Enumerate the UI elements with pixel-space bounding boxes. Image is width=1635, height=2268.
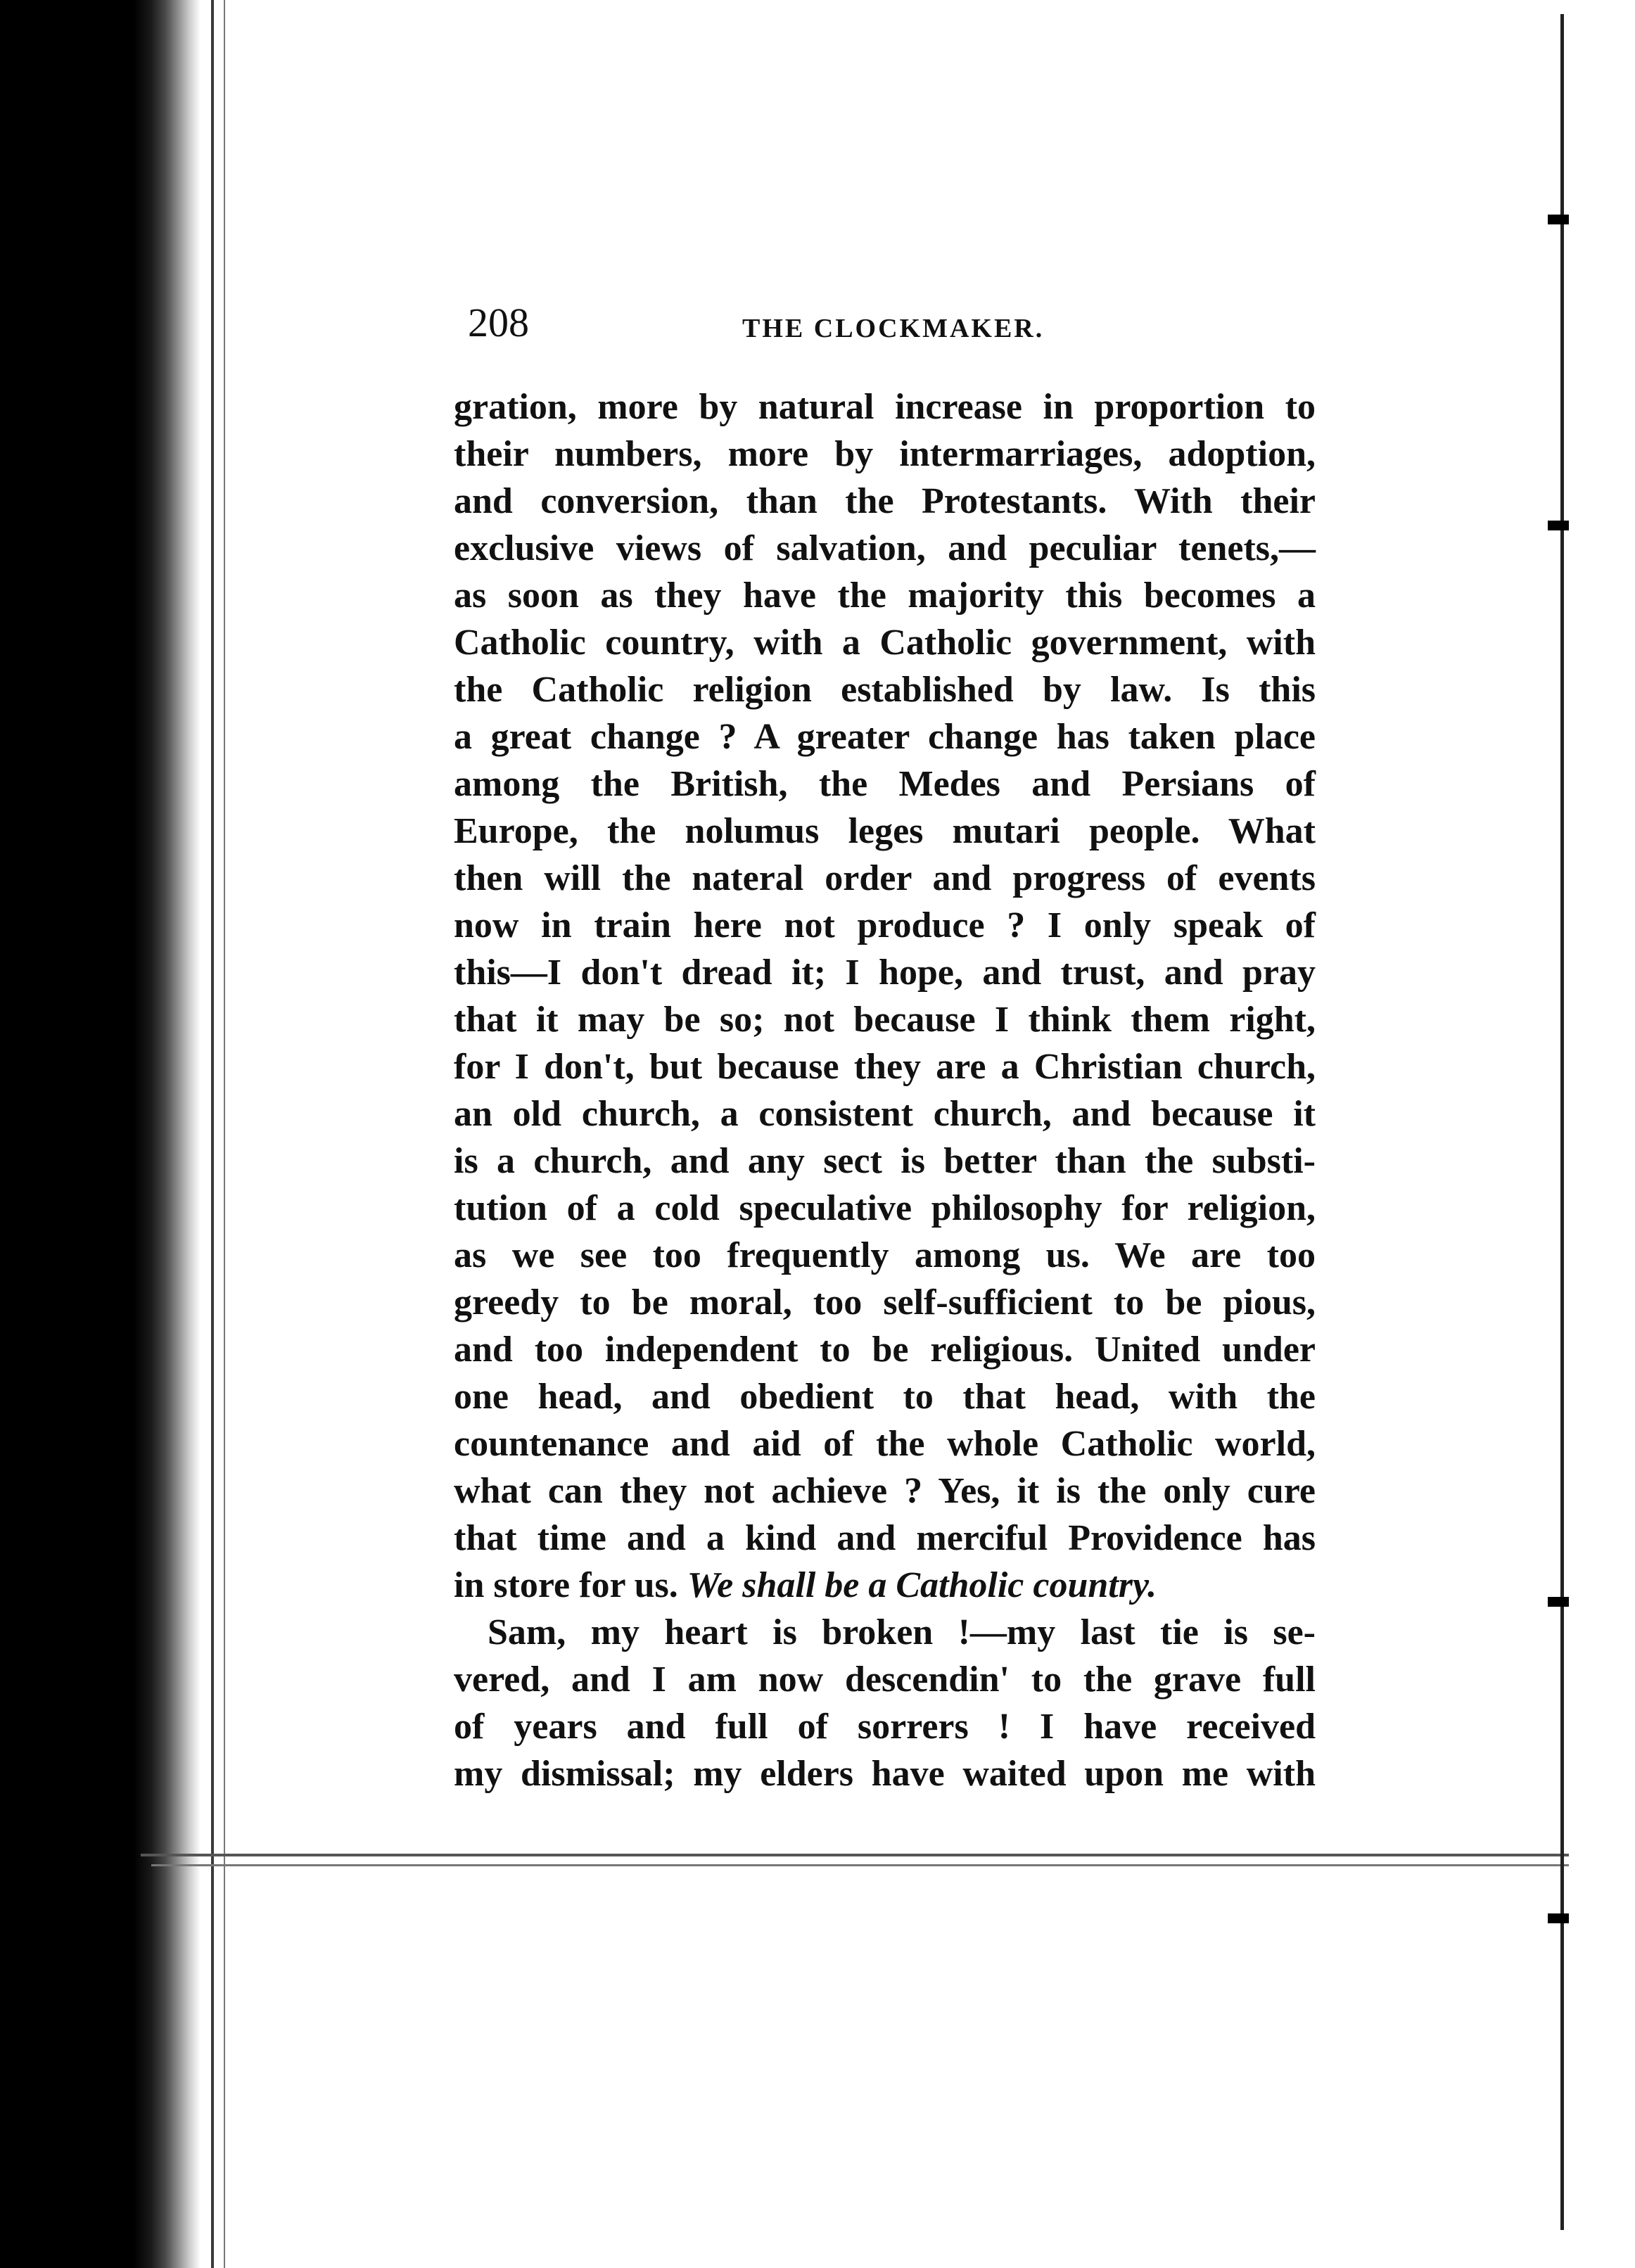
edge-mark xyxy=(1548,1597,1569,1607)
binding-edge-line xyxy=(224,0,225,2268)
book-binding-shadow xyxy=(0,0,201,2268)
text-line: the Catholic religion established by law. Is this xyxy=(454,670,1316,710)
page-bottom-edge xyxy=(151,1864,1569,1866)
text-line: one head, and obedient to that head, with the xyxy=(454,1377,1316,1417)
text-line: Europe, the nolumus leges mutari people. What xyxy=(454,811,1316,851)
italic-sentence: We shall be a Catholic country. xyxy=(687,1565,1157,1605)
text-line: what can they not achieve ? Yes, it is the only cure xyxy=(454,1471,1316,1511)
page-bottom-edge xyxy=(141,1854,1569,1856)
edge-mark xyxy=(1548,521,1569,530)
body-text xyxy=(454,383,1316,1797)
text-line: now in train here not produce ? I only speak of xyxy=(454,905,1316,945)
edge-mark xyxy=(1548,215,1569,224)
text-line: my dismissal; my elders have waited upon me with xyxy=(454,1754,1316,1794)
text-line: Catholic country, with a Catholic government, with xyxy=(454,623,1316,663)
text-line: among the British, the Medes and Persians of xyxy=(454,764,1316,804)
text-line: for I don't, but because they are a Christian church, xyxy=(454,1047,1316,1087)
text-line: their numbers, more by intermarriages, adoption, xyxy=(454,434,1316,474)
text-line: a great change ? A greater change has taken place xyxy=(454,717,1316,757)
text-line: exclusive views of salvation, and peculiar tenets,— xyxy=(454,528,1316,568)
text-line: tution of a cold speculative philosophy for religion, xyxy=(454,1188,1316,1228)
edge-mark xyxy=(1548,1913,1569,1923)
binding-edge-line xyxy=(211,0,214,2268)
text-line: greedy to be moral, too self-sufficient to be pious, xyxy=(454,1282,1316,1323)
text-line: an old church, a consistent church, and because it xyxy=(454,1094,1316,1134)
page-header xyxy=(468,299,1326,355)
paragraph-start-line: Sam, my heart is broken !—my last tie is se- xyxy=(488,1612,1316,1652)
text-line: and conversion, than the Protestants. With their xyxy=(454,481,1316,521)
text-line: as we see too frequently among us. We are too xyxy=(454,1235,1316,1275)
text-line xyxy=(454,1562,1316,1609)
text-line: vered, and I am now descendin' to the grave full xyxy=(454,1659,1316,1700)
text-line: is a church, and any sect is better than the substi- xyxy=(454,1141,1316,1181)
text-line: this—I don't dread it; I hope, and trust, and pray xyxy=(454,953,1316,993)
text-line: gration, more by natural increase in proportion to xyxy=(454,387,1316,427)
page-right-edge xyxy=(1560,14,1564,2230)
running-title: THE CLOCKMAKER. xyxy=(742,314,1045,343)
page-number: 208 xyxy=(468,300,529,345)
text-line: that time and a kind and merciful Providence has xyxy=(454,1518,1316,1558)
text-line: countenance and aid of the whole Catholic world, xyxy=(454,1424,1316,1464)
text-line: as soon as they have the majority this becomes a xyxy=(454,575,1316,616)
text-run: in store for us. xyxy=(454,1565,687,1605)
text-line: then will the nateral order and progress of events xyxy=(454,858,1316,898)
text-line: that it may be so; not because I think them right, xyxy=(454,1000,1316,1040)
text-line: of years and full of sorrers ! I have received xyxy=(454,1707,1316,1747)
text-line: and too independent to be religious. United under xyxy=(454,1330,1316,1370)
